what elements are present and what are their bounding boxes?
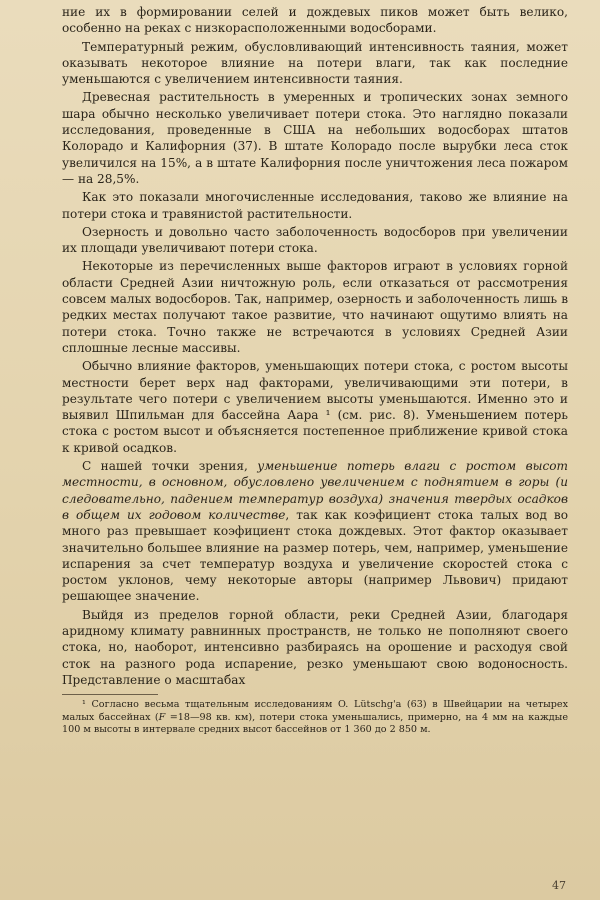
text-run: Температурный режим, обусловливающий интенсивность таяния, может оказывать некоторое влияние на потери влаги, так как последние уменьшаются с увеличением интенсивности таяния. xyxy=(62,39,568,87)
footnote-text-italic: F xyxy=(158,711,166,723)
paragraph xyxy=(62,89,568,187)
text-run: , так как коэфициент стока талых вод во много раз превышает коэфициент стока дождевых. Этот фактор оказывает значительно большее влияние на размер потерь, чем, например, уменьшение испарения за счет температур воздуха и увеличение скоростей стока с ростом уклонов, чему некоторые авторы (например Львович) придают решающее значение. xyxy=(62,507,568,604)
footnote xyxy=(62,699,568,737)
paragraph xyxy=(62,224,568,257)
text-run: Древесная растительность в умеренных и тропических зонах земного шара обычно несколько увеличивает потери стока. Это наглядно показали исследования, проведенные в США на небольших водосборах штатов Колорадо и Калифорния (37). В штате Колорадо после вырубки леса сток увеличился на 15%, а в штате Калифорния после уничтожения леса пожаром — на 28,5%. xyxy=(62,90,568,186)
paragraph xyxy=(62,189,568,222)
text-run: Озерность и довольно часто заболоченность водосборов при увеличении их площади увеличивают потери стока. xyxy=(62,224,568,256)
text-run: Обычно влияние факторов, уменьшающих потери стока, с ростом высоты местности берет верх над факторами, увеличивающими эти потери, в результате чего потери с увеличением высоты уменьшаются. Именно это и выявил Шпильман для бассейна Аара ¹ (см. рис. 8). Уменьшением потерь стока с ростом высот и объясняется постепенное приближение кривой стока к кривой осадков. xyxy=(62,359,568,455)
text-run: Как это показали многочисленные исследования, таково же влияние на потери стока и травянистой растительности. xyxy=(62,190,568,221)
body-text xyxy=(62,4,568,688)
text-run: Некоторые из перечисленных выше факторов играют в условиях горной области Средней Азии ничтожную роль, если отказаться от рассмотрения совсем малых водосборов. Так, например, озерность и заболоченность лишь в редких местах получают такое развитие, что начинают ощутимо влиять на потери стока. Точно также не встречаются в условиях Средней Азии сплошные лесные массивы. xyxy=(62,259,568,355)
paragraph xyxy=(62,4,568,37)
footnote-text: =18—98 кв. км), потери стока уменьшались, примерно, на 4 мм на каждые 100 м высоты в интервале средних высот бассейнов от 1 360 до 2 850 м. xyxy=(62,711,568,736)
paragraph xyxy=(62,258,568,356)
text-run: С нашей точки зрения, xyxy=(82,459,258,474)
text-run: Выйдя из пределов горной области, реки Средней Азии, благодаря аридному климату равнинных пространств, не только не пополняют своего стока, но, наоборот, интенсивно разбираясь на орошение и расходуя свой сток на разного рода испарение, резко уменьшают свою водоносность. Представление о масштабах xyxy=(62,607,568,687)
text-run: ние их в формировании селей и дождевых пиков может быть велико, особенно на реках с низкорасположенными водосборами. xyxy=(62,5,568,36)
footnote-divider xyxy=(62,694,158,695)
paragraph xyxy=(62,458,568,605)
paragraph xyxy=(62,39,568,88)
paragraph xyxy=(62,607,568,688)
page-number: 47 xyxy=(552,879,566,892)
footnote-text: ¹ Согласно весьма тщательным исследованиям O. Lütschg'a (63) в Швейцарии на четырех малых бассейнах ( xyxy=(62,699,568,723)
text-run-italic: уменьшение потерь влаги с ростом высот местности, в основном, обусловлено увеличением с поднятием в горы (и следовательно, падением температур воздуха) значения твердых осадков в общем их годовом количестве xyxy=(62,459,568,522)
paragraph xyxy=(62,358,568,456)
